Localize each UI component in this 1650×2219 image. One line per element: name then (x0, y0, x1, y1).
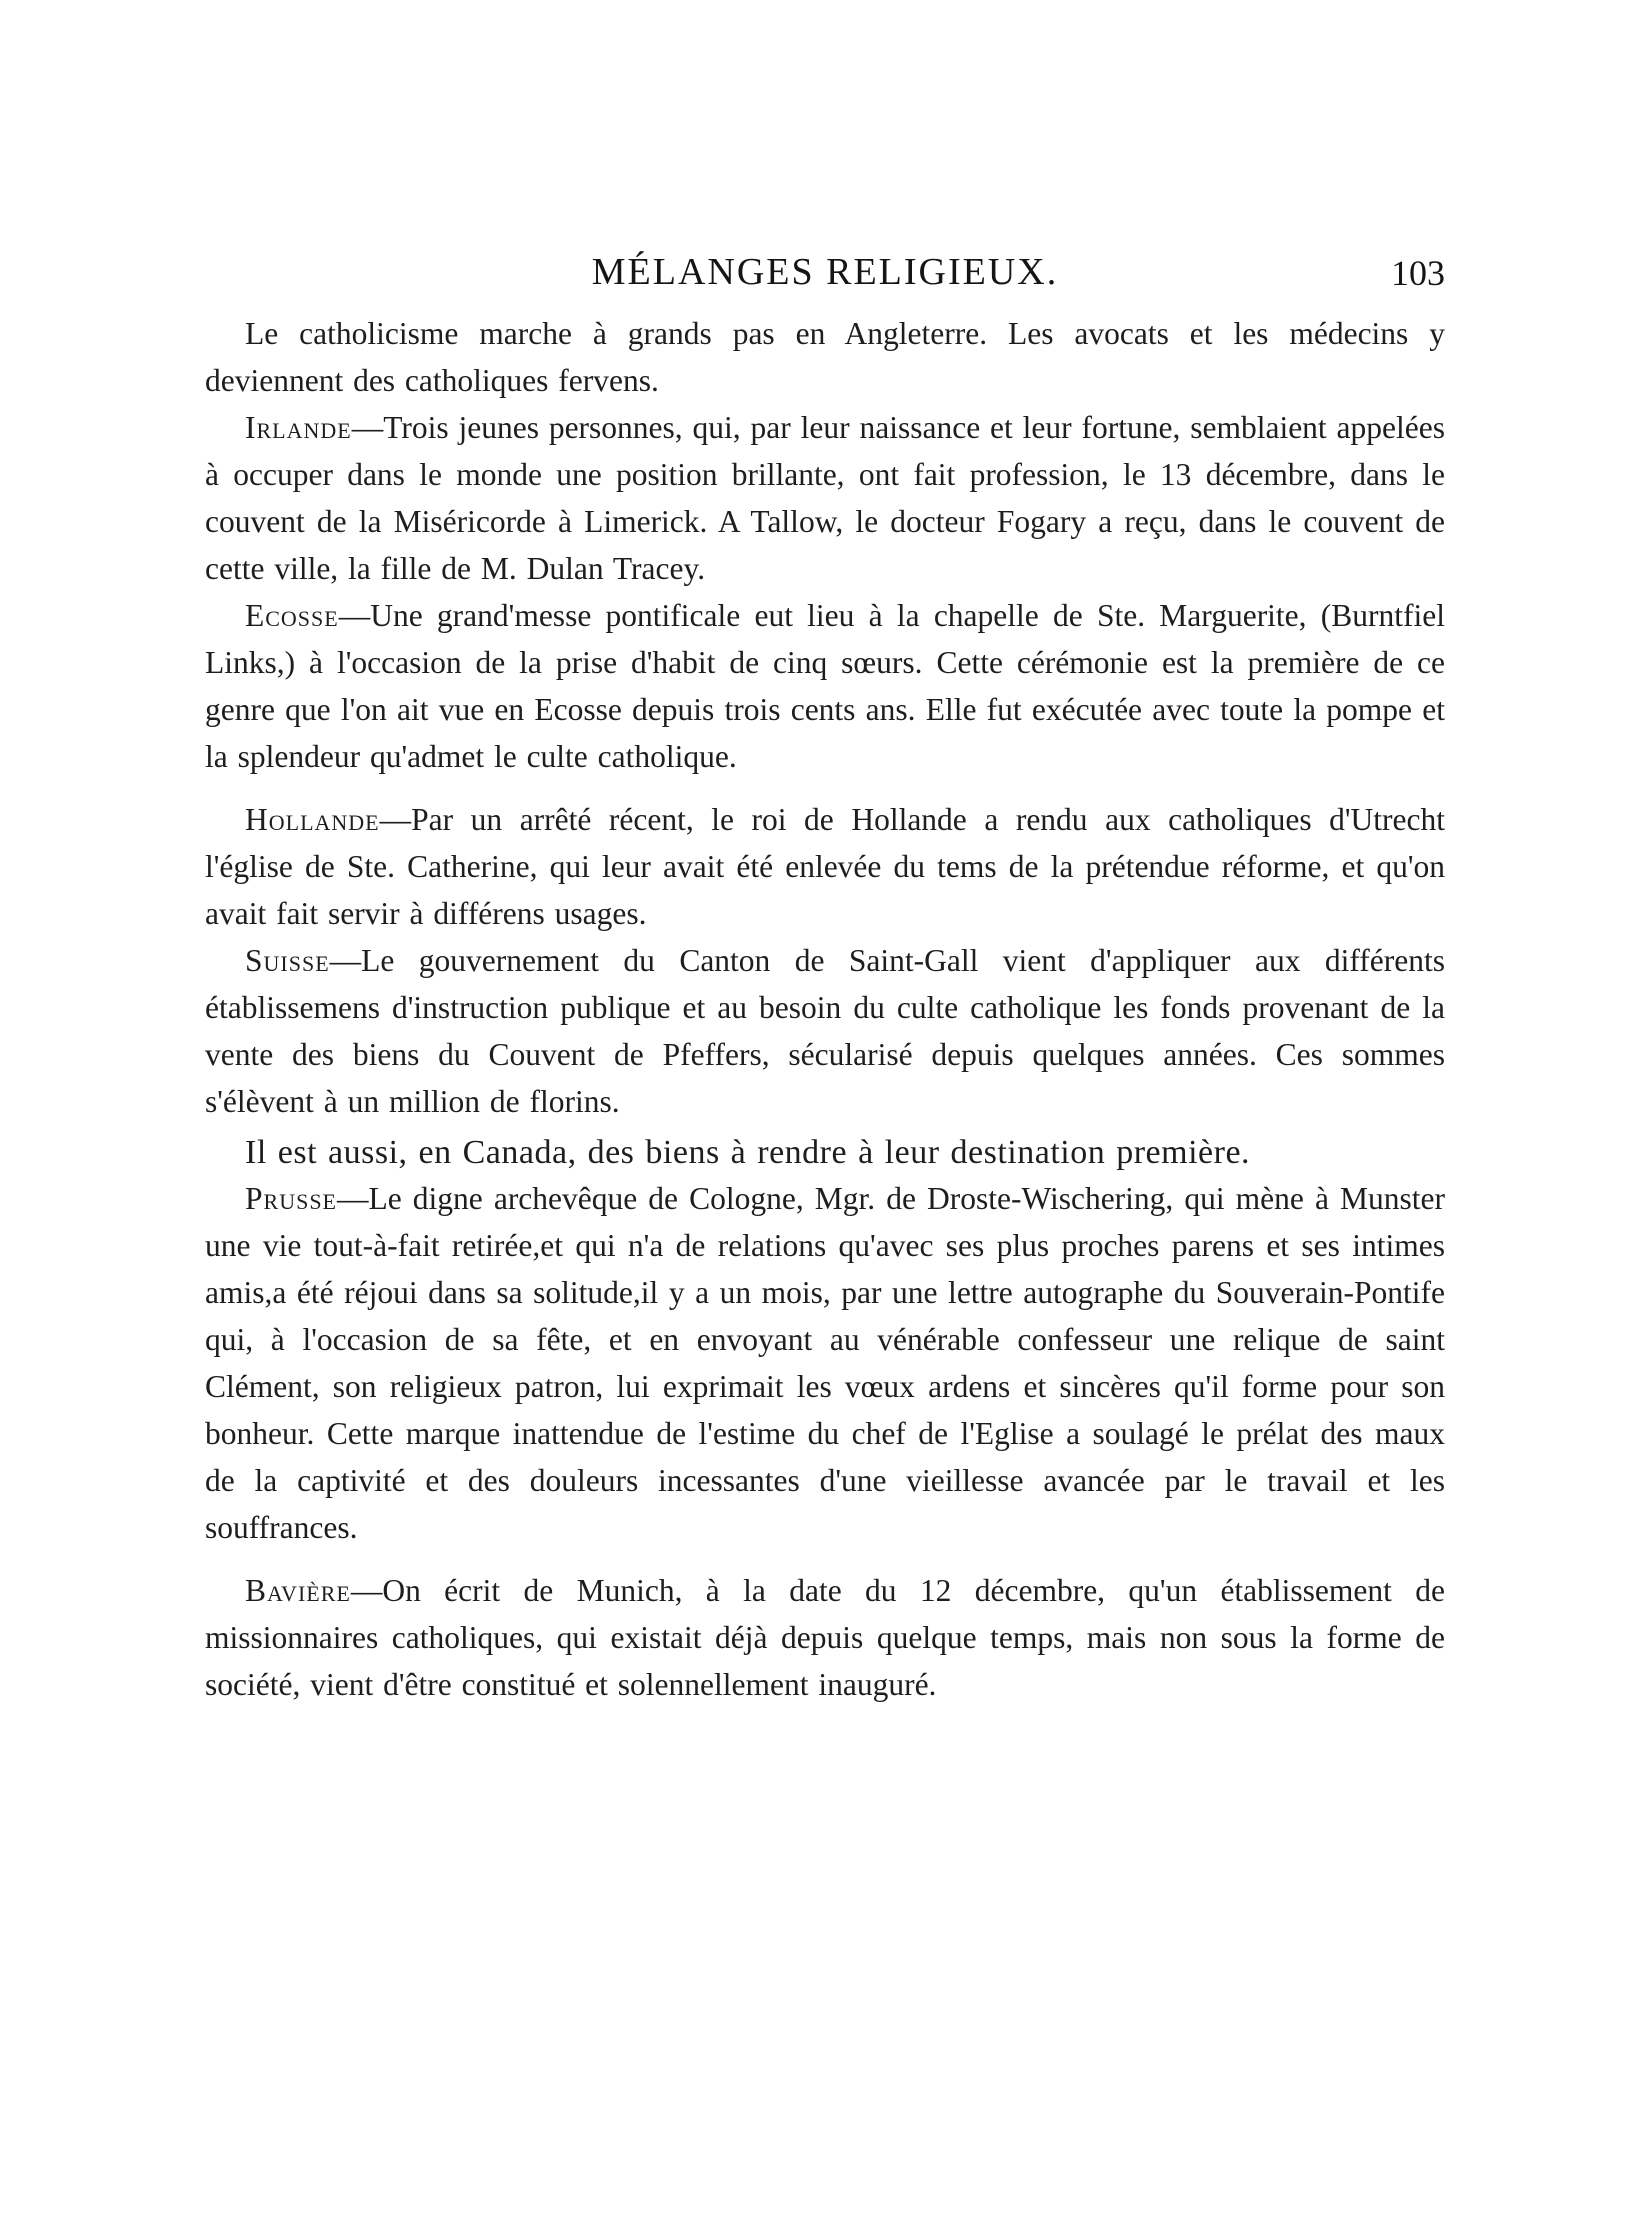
paragraph-text: —Trois jeunes personnes, qui, par leur naissance et leur fortune, semblaient appelées à occuper dans le monde une position brillante, ont fait profession, le 13 décembre, dans le couvent de la Miséricorde à Limerick. A Tallow, le docteur Fogary a reçu, dans le couvent de cette ville, la fille de M. Dulan Tracey. (205, 410, 1445, 586)
paragraph-text: —Une grand'messe pontificale eut lieu à la chapelle de Ste. Marguerite, (Burntfiel Links,) à l'occasion de la prise d'habit de cinq sœurs. Cette cérémonie est la première de ce genre que l'on ait vue en Ecosse depuis trois cents ans. Elle fut exécutée avec toute la pompe et la splendeur qu'admet le culte catholique. (205, 598, 1445, 774)
paragraph-text: —Le gouvernement du Canton de Saint-Gall vient d'appliquer aux différents établissemens d'instruction publique et au besoin du culte catholique les fonds provenant de la vente des biens du Couvent de Pfeffers, sécularisé depuis quelques années. Ces sommes s'élèvent à un million de florins. (205, 943, 1445, 1119)
paragraph-irlande (205, 404, 1445, 592)
paragraph-text: —Le digne archevêque de Cologne, Mgr. de Droste-Wischering, qui mène à Munster une vie tout-à-fait retirée,et qui n'a de relations qu'avec ses plus proches parens et ses intimes amis,a été réjoui dans sa solitude,il y a un mois, par une lettre autographe du Souverain-Pontife qui, à l'occasion de sa fête, et en envoyant au vénérable confesseur une relique de saint Clément, son religieux patron, lui exprimait les vœux ardens et sincères qu'il forme pour son bonheur. Cette marque inattendue de l'estime du chef de l'Eglise a soulagé le prélat des maux de la captivité et des douleurs incessantes d'une vieillesse avancée par le travail et les souffrances. (205, 1181, 1445, 1545)
running-head (205, 240, 1445, 310)
paragraph-text: —Par un arrêté récent, le roi de Hollande a rendu aux catholiques d'Utrecht l'église de Ste. Catherine, qui leur avait été enlevée du tems de la prétendue réforme, et qu'on avait fait servir à différens usages. (205, 802, 1445, 931)
paragraph-baviere (205, 1567, 1445, 1708)
paragraph-angleterre (205, 310, 1445, 404)
country-heading: Ecosse (245, 598, 339, 633)
book-page (205, 240, 1445, 1708)
paragraph-text: Il est aussi, en Canada, des biens à rendre à leur destination première. (245, 1134, 1251, 1171)
page-title: MÉLANGES RELIGIEUX. (591, 251, 1059, 293)
paragraph-text: —On écrit de Munich, à la date du 12 décembre, qu'un établissement de missionnaires catholiques, qui existait déjà depuis quelque temps, mais non sous la forme de société, vient d'être constitué et solennellement inauguré. (205, 1573, 1445, 1702)
country-heading: Bavière (245, 1573, 351, 1608)
country-heading: Prusse (245, 1181, 337, 1216)
paragraph-ecosse (205, 592, 1445, 780)
country-heading: Hollande (245, 802, 380, 837)
paragraph-prusse (205, 1175, 1445, 1551)
country-heading: Irlande (245, 410, 352, 445)
paragraph-canada (205, 1131, 1445, 1175)
page-number: 103 (1391, 253, 1445, 293)
paragraph-text: Le catholicisme marche à grands pas en Angleterre. Les avocats et les médecins y deviennent des catholiques fervens. (205, 316, 1445, 398)
country-heading: Suisse (245, 943, 330, 978)
paragraph-hollande (205, 796, 1445, 937)
paragraph-suisse (205, 937, 1445, 1125)
